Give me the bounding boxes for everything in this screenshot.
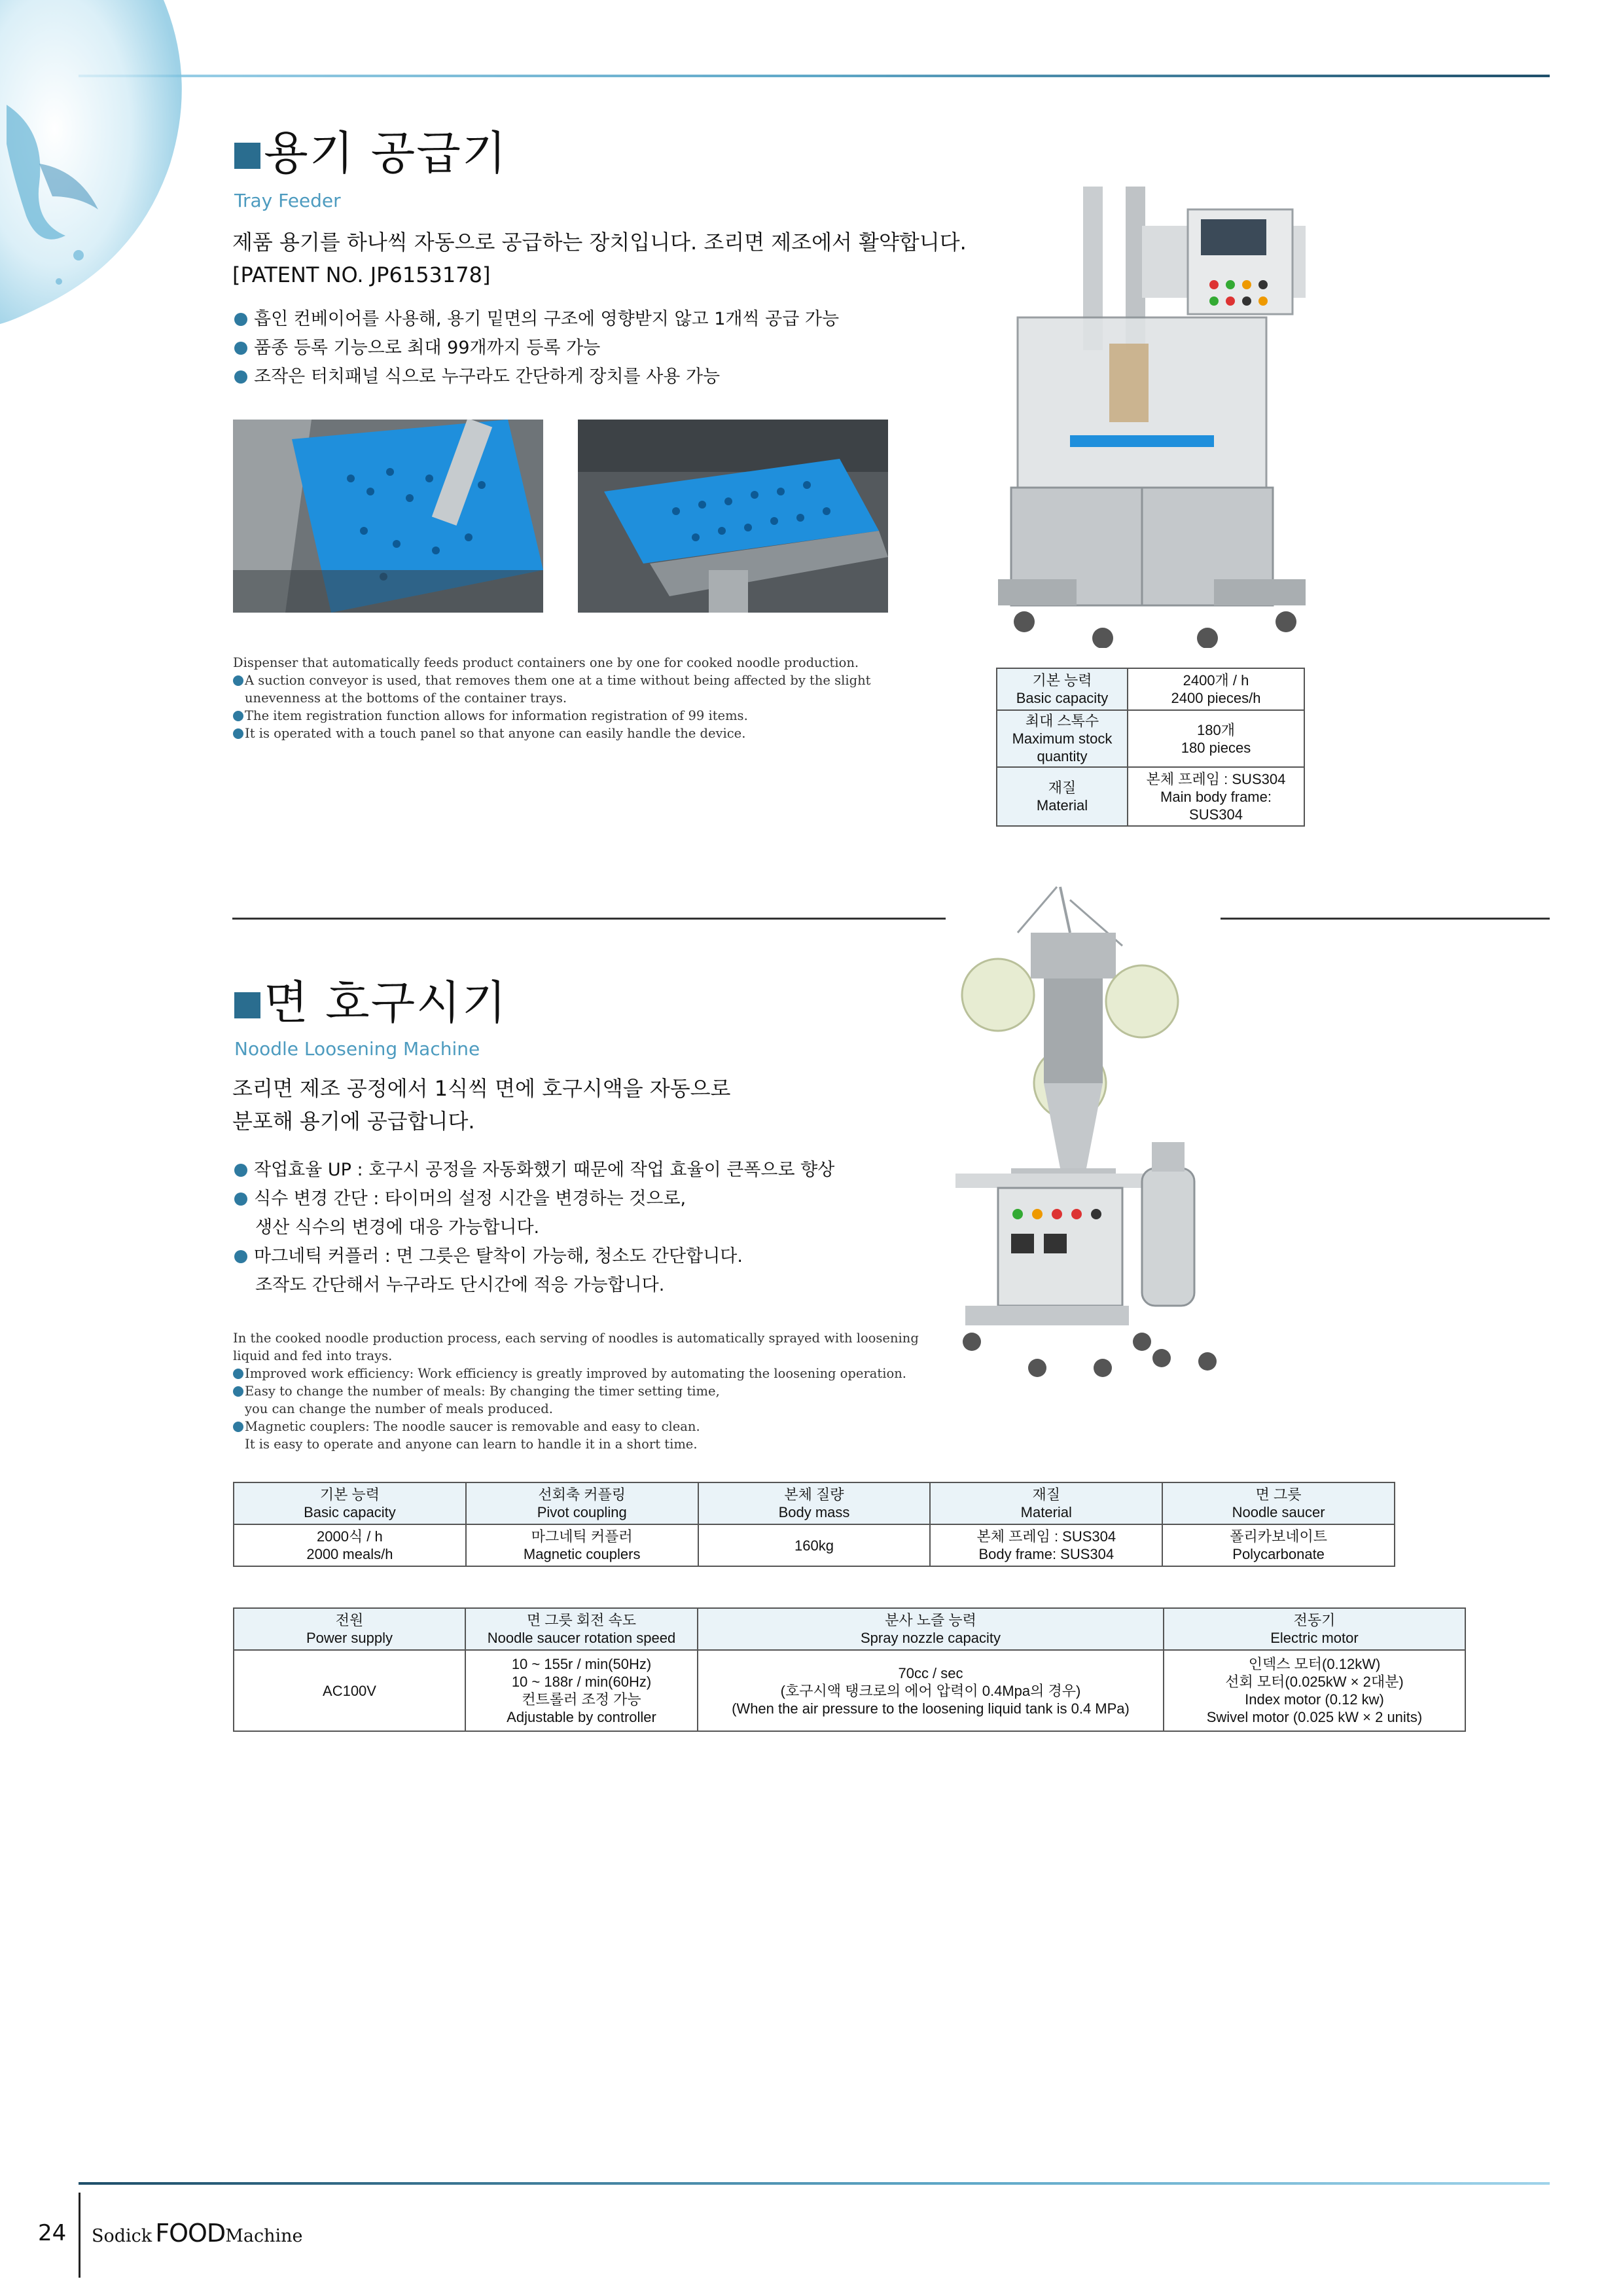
loosening-bullets bbox=[234, 1156, 834, 1300]
title-eng: Noodle Loosening Machine bbox=[234, 1038, 480, 1060]
spec-value: 2400개 / h 2400 pieces/h bbox=[1128, 668, 1304, 710]
bullet-dot-icon bbox=[233, 1422, 243, 1432]
bullet-dot-icon bbox=[233, 675, 243, 686]
bottom-rule bbox=[79, 2182, 1550, 2185]
column-header: 전동기 Electric motor bbox=[1164, 1608, 1465, 1650]
table-cell: 인덱스 모터(0.12kW) 선회 모터(0.025kW × 2대분) Index motor (0.12 kw) Swivel motor (0.025 kW × 2 units) bbox=[1164, 1650, 1465, 1731]
english-intro: Dispenser that automatically feeds product containers one by one for cooked noodle production. bbox=[233, 655, 859, 670]
brand-sodick: Sodick bbox=[92, 2226, 152, 2246]
brand-logo bbox=[92, 2219, 302, 2248]
conveyor-closeup-photo-1 bbox=[233, 420, 543, 613]
spec-label: 기본 능력 Basic capacity bbox=[997, 668, 1128, 710]
table-cell: 160kg bbox=[698, 1524, 931, 1566]
bullet-dot-icon bbox=[233, 1369, 243, 1379]
water-splash-decoration bbox=[0, 0, 190, 340]
desc-line: 분포해 용기에 공급합니다. bbox=[232, 1109, 475, 1134]
column-header: 전원 Power supply bbox=[234, 1608, 465, 1650]
tray-feeder-description bbox=[232, 226, 967, 291]
page-number: 24 bbox=[38, 2220, 67, 2246]
table-row bbox=[997, 668, 1304, 710]
table-row bbox=[997, 710, 1304, 767]
brand-food: FOOD bbox=[155, 2219, 226, 2248]
section-divider bbox=[232, 918, 1550, 920]
english-bullet-continued: unevenness at the bottoms of the container trays. bbox=[245, 691, 567, 706]
table-row bbox=[234, 1650, 1465, 1731]
english-bullet: The item registration function allows for information registration of 99 items. bbox=[233, 707, 887, 725]
bullet-dot-icon bbox=[234, 370, 247, 384]
table-cell: 70cc / sec (호구시액 탱크로의 에어 압력이 0.4Mpa의 경우) (When the air pressure to the loosening liquid tank is 0.4 MPa) bbox=[698, 1650, 1164, 1731]
english-bullet: Magnetic couplers: The noodle saucer is removable and easy to clean. bbox=[233, 1418, 920, 1435]
bullet-dot-icon bbox=[234, 1193, 247, 1206]
title-kor: 면 호구시기 bbox=[264, 976, 508, 1030]
column-header: 선회축 커플링 Pivot coupling bbox=[466, 1482, 698, 1524]
column-header: 분사 노즐 능력 Spray nozzle capacity bbox=[698, 1608, 1164, 1650]
table-cell: 폴리카보네이트 Polycarbonate bbox=[1162, 1524, 1395, 1566]
desc-line: 제품 용기를 하나씩 자동으로 공급하는 장치입니다. 조리면 제조에서 활약합니다. bbox=[232, 230, 967, 255]
bullet-item: 품종 등록 기능으로 최대 99개까지 등록 가능 bbox=[234, 334, 839, 363]
english-bullet: It is operated with a touch panel so that anyone can easily handle the device. bbox=[233, 725, 887, 742]
bullet-item: 작업효율 UP : 호구시 공정을 자동화했기 때문에 작업 효율이 큰폭으로 향상 bbox=[234, 1156, 834, 1185]
title-kor: 용기 공급기 bbox=[264, 126, 508, 180]
footer-divider bbox=[79, 2193, 80, 2278]
column-header: 기본 능력 Basic capacity bbox=[234, 1482, 466, 1524]
brand-machine: Machine bbox=[225, 2226, 303, 2246]
table-row bbox=[997, 767, 1304, 826]
title-eng: Tray Feeder bbox=[234, 190, 341, 211]
desc-line: 조리면 제조 공정에서 1식씩 면에 호구시액을 자동으로 bbox=[232, 1076, 731, 1101]
table-cell: 2000식 / h 2000 meals/h bbox=[234, 1524, 466, 1566]
loosening-english-description bbox=[233, 1329, 920, 1453]
tray-feeder-spec-table bbox=[996, 668, 1305, 827]
table-cell: AC100V bbox=[234, 1650, 465, 1731]
column-header: 본체 질량 Body mass bbox=[698, 1482, 931, 1524]
section-title-noodle-loosening bbox=[234, 966, 507, 1032]
bullet-item: 조작은 터치패널 식으로 누구라도 간단하게 장치를 사용 가능 bbox=[234, 363, 839, 391]
english-line: liquid and fed into trays. bbox=[233, 1348, 393, 1363]
table-cell: 마그네틱 커플러 Magnetic couplers bbox=[466, 1524, 698, 1566]
loosening-description bbox=[232, 1072, 730, 1138]
tray-feeder-machine-photo bbox=[998, 187, 1309, 648]
table-cell: 10 ~ 155r / min(50Hz) 10 ~ 188r / min(60Hz) 컨트롤러 조정 가능 Adjustable by controller bbox=[465, 1650, 698, 1731]
bullet-dot-icon bbox=[234, 313, 247, 326]
column-header: 면 그릇 Noodle saucer bbox=[1162, 1482, 1395, 1524]
tray-feeder-bullets bbox=[234, 305, 839, 391]
english-bullet-continued: It is easy to operate and anyone can learn to handle it in a short time. bbox=[245, 1437, 698, 1452]
bullet-dot-icon bbox=[234, 1250, 247, 1263]
bullet-item: 식수 변경 간단 : 타이머의 설정 시간을 변경하는 것으로, bbox=[234, 1185, 834, 1213]
table-row bbox=[234, 1524, 1395, 1566]
english-bullet: A suction conveyor is used, that removes them one at a time without being affected by the slight bbox=[233, 672, 887, 689]
english-bullet: Easy to change the number of meals: By changing the timer setting time, bbox=[233, 1382, 920, 1400]
spec-value: 180개 180 pieces bbox=[1128, 710, 1304, 767]
patent-number: [PATENT NO. JP6153178] bbox=[232, 262, 491, 287]
column-header: 면 그릇 회전 속도 Noodle saucer rotation speed bbox=[465, 1608, 698, 1650]
bullet-dot-icon bbox=[234, 342, 247, 355]
section-title-tray-feeder bbox=[234, 117, 507, 183]
bullet-dot-icon bbox=[233, 728, 243, 739]
table-cell: 본체 프레임 : SUS304 Body frame: SUS304 bbox=[930, 1524, 1162, 1566]
loosening-spec-table-1 bbox=[233, 1482, 1395, 1567]
bullet-item: 마그네틱 커플러 : 면 그릇은 탈착이 가능해, 청소도 간단합니다. bbox=[234, 1242, 834, 1271]
table-header-row bbox=[234, 1482, 1395, 1524]
bullet-item-continued: 조작도 간단해서 누구라도 단시간에 적응 가능합니다. bbox=[255, 1275, 665, 1295]
conveyor-closeup-photo-2 bbox=[578, 420, 888, 613]
spec-value: 본체 프레임 : SUS304 Main body frame: SUS304 bbox=[1128, 767, 1304, 826]
noodle-loosening-machine-photo bbox=[946, 880, 1221, 1404]
table-header-row bbox=[234, 1608, 1465, 1650]
bullet-item-continued: 생산 식수의 변경에 대응 가능합니다. bbox=[255, 1217, 540, 1238]
title-square-icon bbox=[234, 992, 260, 1018]
title-square-icon bbox=[234, 143, 260, 169]
loosening-spec-table-2 bbox=[233, 1607, 1466, 1732]
english-bullet: Improved work efficiency: Work efficiency is greatly improved by automating the loosening operation. bbox=[233, 1365, 920, 1382]
bullet-item: 흡인 컨베이어를 사용해, 용기 밑면의 구조에 영향받지 않고 1개씩 공급 가능 bbox=[234, 305, 839, 334]
bullet-dot-icon bbox=[233, 1386, 243, 1397]
bullet-dot-icon bbox=[234, 1164, 247, 1177]
bullet-dot-icon bbox=[233, 711, 243, 721]
tray-feeder-english-description bbox=[233, 654, 887, 742]
spec-label: 재질 Material bbox=[997, 767, 1128, 826]
spec-label: 최대 스톡수 Maximum stock quantity bbox=[997, 710, 1128, 767]
english-bullet-continued: you can change the number of meals produced. bbox=[245, 1401, 553, 1416]
column-header: 재질 Material bbox=[930, 1482, 1162, 1524]
english-line: In the cooked noodle production process, each serving of noodles is automatically sprayed with loosening bbox=[233, 1331, 919, 1346]
top-rule bbox=[79, 75, 1550, 77]
